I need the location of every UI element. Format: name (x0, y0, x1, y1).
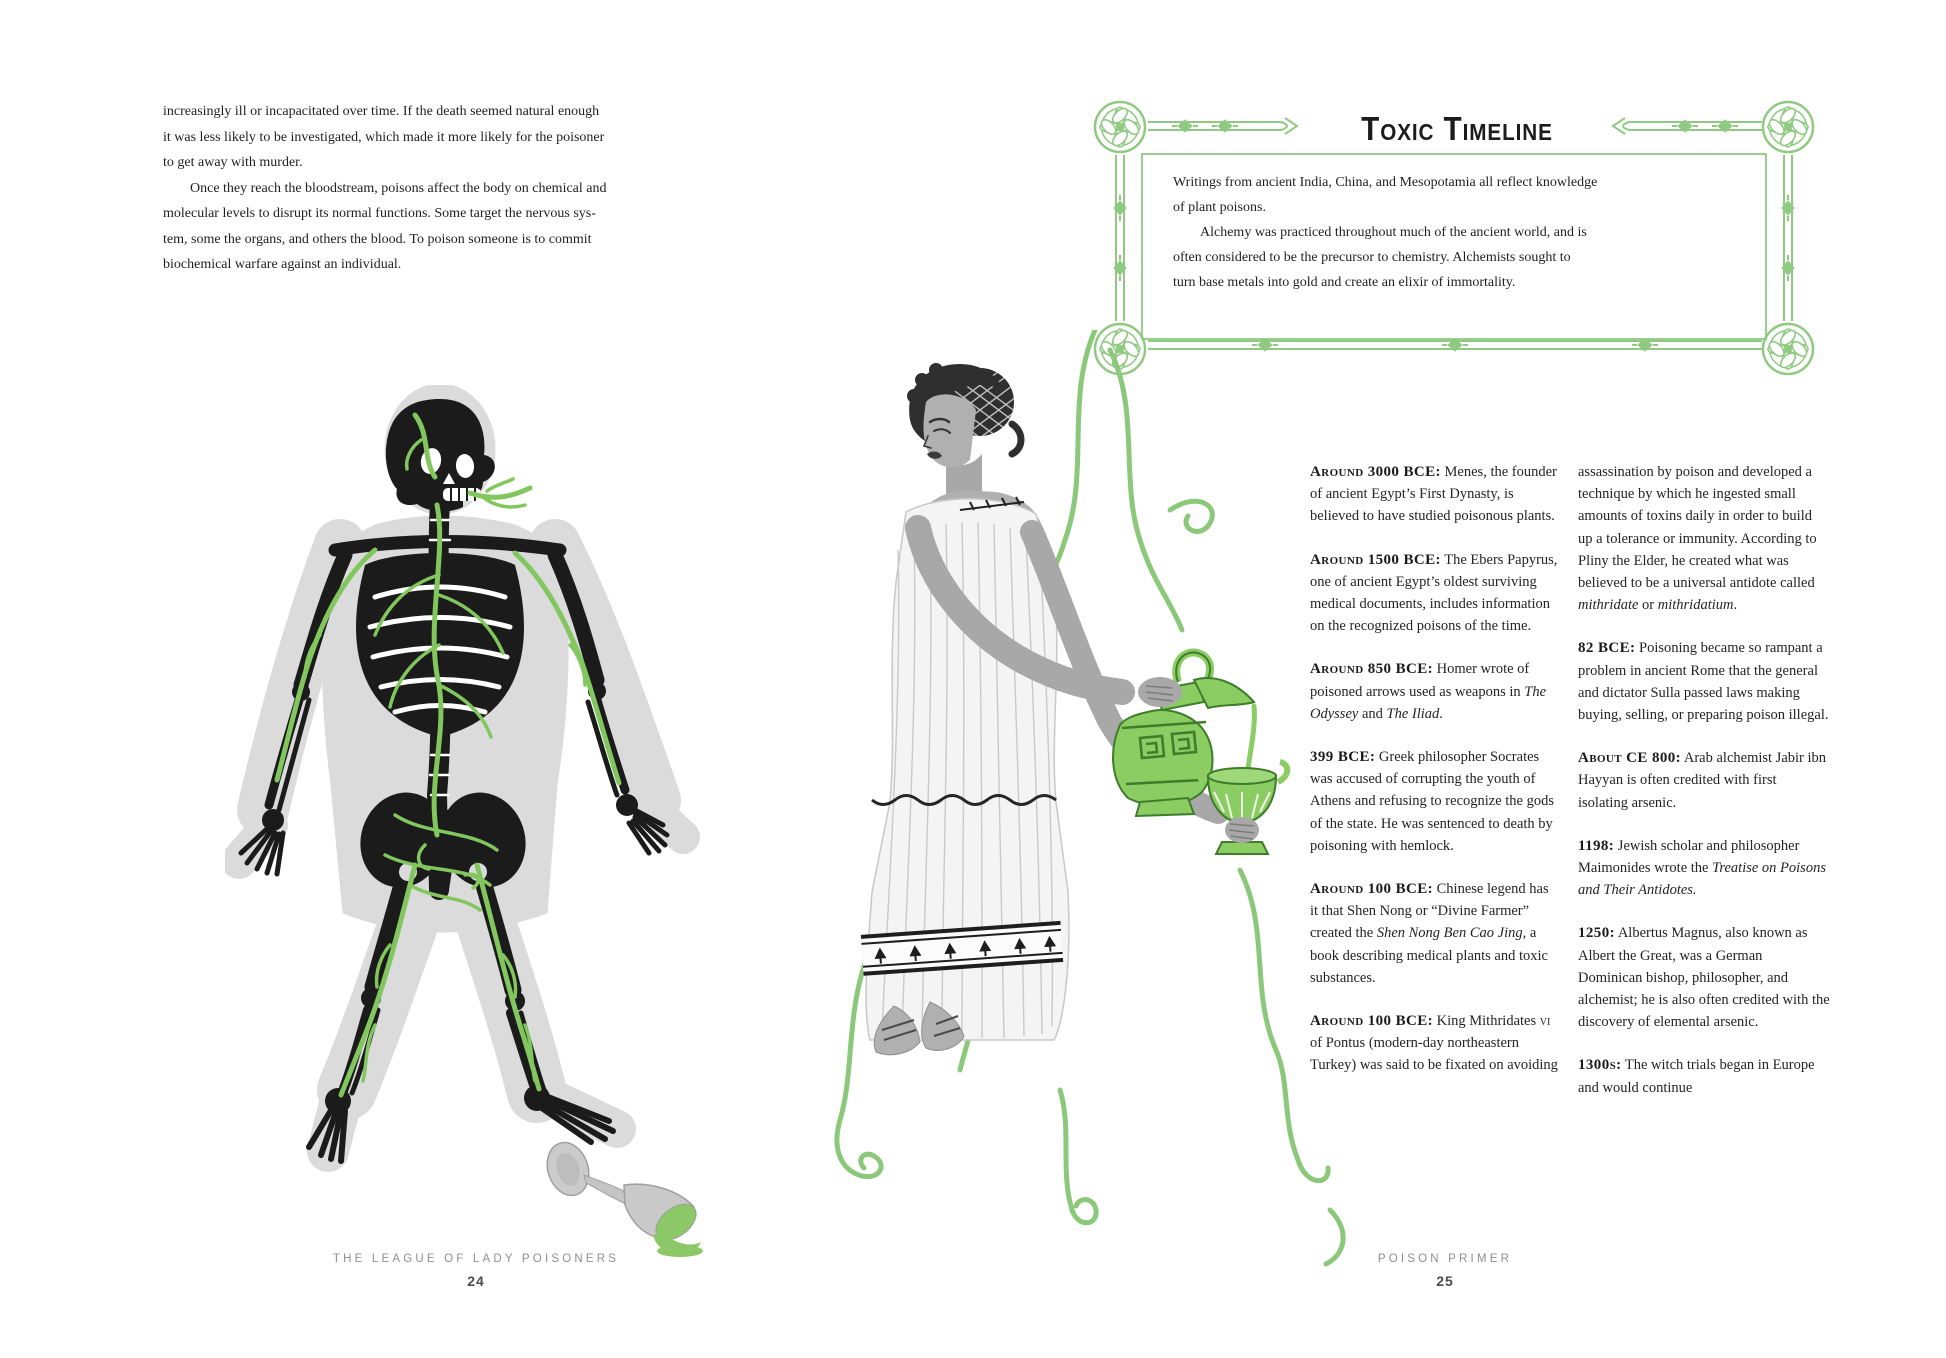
timeline-entry: 1300s: The witch trials began in Europe and would continue (1578, 1057, 1815, 1096)
page-number-right: 25 (1436, 1273, 1454, 1289)
paragraph: Writings from ancient India, China, and Mesopotamia all reflect knowledge of plant poisons. (1173, 175, 1598, 215)
page-number-left: 24 (467, 1273, 485, 1289)
timeline-title: Toxic Timeline (1361, 110, 1553, 147)
timeline-column-1 (1310, 461, 1560, 1098)
spilled-goblet-illustration (540, 1125, 705, 1260)
timeline-entry: Around 3000 BCE: Menes, the founder of ancient Egypt’s First Dynasty, is believed to have studied poisonous plants. (1310, 464, 1557, 525)
timeline-entry: 1198: Jewish scholar and philosopher Maimonides wrote the Treatise on Poisons and Their Antidotes. (1578, 837, 1826, 899)
running-head-right: POISON PRIMER (1377, 1253, 1513, 1265)
skeleton-poison-illustration (225, 385, 725, 1185)
running-head-left: THE LEAGUE OF LADY POISONERS (332, 1253, 620, 1265)
paragraph: Alchemy was practiced throughout much of the ancient world, and is often considered to be the precursor to chemistry. Alchemists sought to turn base metals into gold and create an elixir of immortality. (1173, 225, 1587, 290)
left-page-body-text (163, 99, 683, 278)
timeline-entry: 399 BCE: Greek philosopher Socrates was accused of corrupting the youth of Athens and refusing to recognize the gods of the state. He was sentenced to death by poisoning with hemlock. (1310, 749, 1555, 854)
timeline-column-2 (1578, 461, 1830, 1120)
timeline-entry: Around 1500 BCE: The Ebers Papyrus, one of ancient Egypt’s oldest surviving medical documents, includes information on the recognized poisons of the time. (1310, 551, 1558, 635)
paragraph: Once they reach the bloodstream, poisons affect the body on chemical and molecular levels to disrupt its normal functions. Some target the nervous sys- tem, some the organs, and others the blood. To poison someone is to commit biochemical warfare against an individual. (163, 180, 607, 272)
paragraph: increasingly ill or incapacitated over time. If the death seemed natural enough it was less likely to be investigated, which made it more likely for the poisoner to get away with murder. (163, 104, 605, 170)
timeline-box-text (1173, 170, 1773, 295)
timeline-entry: 1250: Albertus Magnus, also known as Albert the Great, was a German Dominican bishop, philosopher, and alchemist; he is also often credited with the discovery of elemental arsenic. (1578, 925, 1830, 1031)
timeline-entry: 82 BCE: Poisoning became so rampant a problem in ancient Rome that the general and dictator Sulla passed laws making buying, selling, or preparing poison illegal. (1578, 640, 1829, 724)
timeline-entry: About CE 800: Arab alchemist Jabir ibn Hayyan is often credited with first isolating arsenic. (1578, 750, 1827, 811)
timeline-entry: Around 100 BCE: King Mithridates vi of Pontus (modern-day northeastern Turkey) was said to be fixated on avoiding (1310, 1013, 1558, 1074)
timeline-entry: Around 100 BCE: Chinese legend has it that Shen Nong or “Divine Farmer” created the Shen Nong Ben Cao Jing, a book describing medical plants and toxic substances. (1310, 881, 1549, 986)
timeline-entry: Around 850 BCE: Homer wrote of poisoned arrows used as weapons in The Odyssey and The Iliad. (1310, 661, 1546, 722)
greek-woman-pouring-illustration (810, 330, 1370, 1270)
timeline-entry: assassination by poison and developed a technique by which he ingested small amounts of toxins daily in order to build up a tolerance or immunity. According to Pliny the Elder, he created what was believed to be a universal antidote called mithridate or mithridatium. (1578, 464, 1817, 614)
